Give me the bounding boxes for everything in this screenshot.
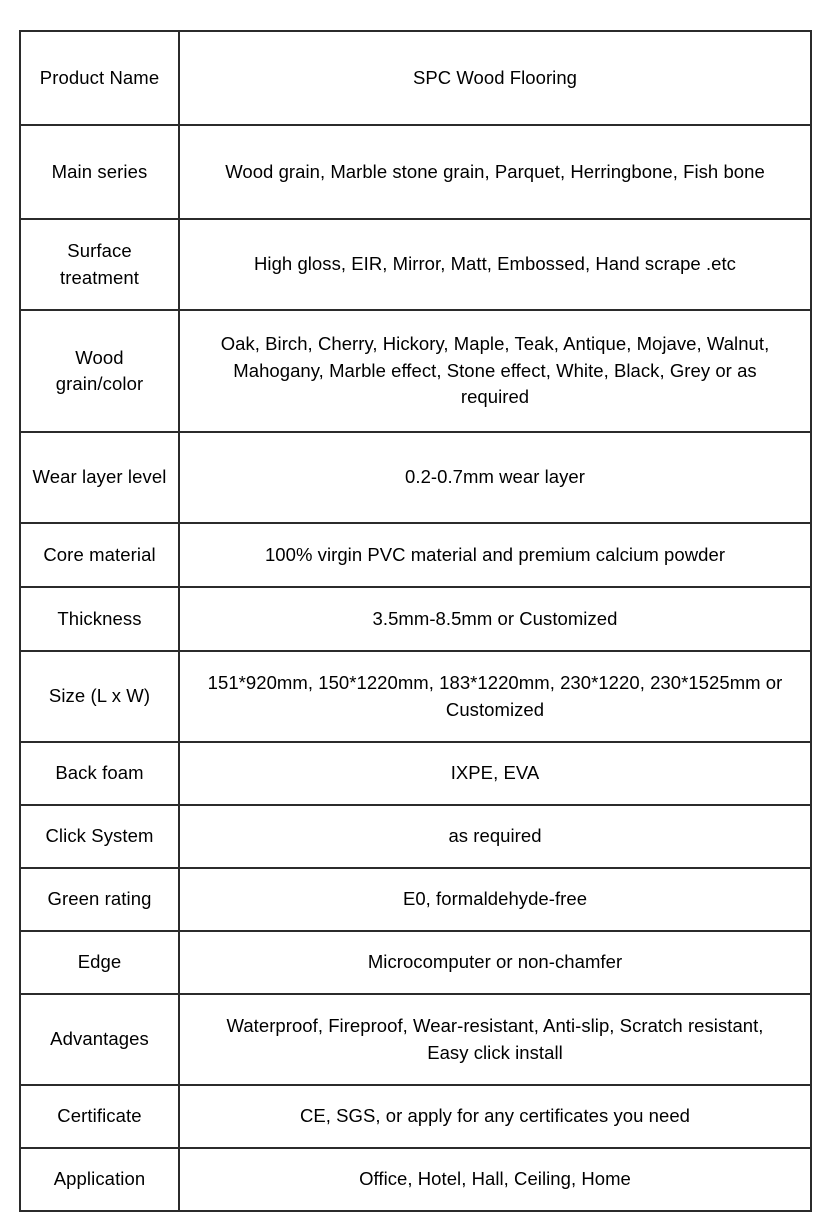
spec-value-application: Office, Hotel, Hall, Ceiling, Home [179, 1148, 811, 1211]
table-row [20, 868, 811, 931]
spec-label-advantages: Advantages [20, 994, 179, 1085]
spec-value-click-system: as required [179, 805, 811, 868]
spec-label-application: Application [20, 1148, 179, 1211]
spec-table-body [20, 31, 811, 1211]
spec-value-certificate: CE, SGS, or apply for any certificates you need [179, 1085, 811, 1148]
spec-value-edge: Microcomputer or non-chamfer [179, 931, 811, 994]
spec-value-core-material: 100% virgin PVC material and premium calcium powder [179, 523, 811, 587]
spec-value-product-name: SPC Wood Flooring [179, 31, 811, 125]
spec-value-size: 151*920mm, 150*1220mm, 183*1220mm, 230*1220, 230*1525mm or Customized [179, 651, 811, 742]
spec-label-core-material: Core material [20, 523, 179, 587]
table-row [20, 587, 811, 651]
spec-value-wear-layer-level: 0.2-0.7mm wear layer [179, 432, 811, 523]
table-row [20, 523, 811, 587]
spec-label-edge: Edge [20, 931, 179, 994]
table-row [20, 31, 811, 125]
spec-value-advantages: Waterproof, Fireproof, Wear-resistant, Anti-slip, Scratch resistant, Easy click install [179, 994, 811, 1085]
spec-value-thickness: 3.5mm-8.5mm or Customized [179, 587, 811, 651]
table-row [20, 994, 811, 1085]
spec-label-surface-treatment: Surface treatment [20, 219, 179, 310]
spec-value-wood-grain-color: Oak, Birch, Cherry, Hickory, Maple, Teak, Antique, Mojave, Walnut, Mahogany, Marble effect, Stone effect, White, Black, Grey or as required [179, 310, 811, 432]
spec-label-click-system: Click System [20, 805, 179, 868]
table-row [20, 931, 811, 994]
spec-label-product-name: Product Name [20, 31, 179, 125]
table-row [20, 742, 811, 805]
spec-value-surface-treatment: High gloss, EIR, Mirror, Matt, Embossed, Hand scrape .etc [179, 219, 811, 310]
product-spec-table [19, 30, 812, 1212]
spec-label-green-rating: Green rating [20, 868, 179, 931]
table-row [20, 219, 811, 310]
spec-value-main-series: Wood grain, Marble stone grain, Parquet, Herringbone, Fish bone [179, 125, 811, 219]
table-row [20, 651, 811, 742]
spec-label-size: Size (L x W) [20, 651, 179, 742]
spec-label-wear-layer-level: Wear layer level [20, 432, 179, 523]
spec-label-main-series: Main series [20, 125, 179, 219]
spec-label-thickness: Thickness [20, 587, 179, 651]
spec-value-back-foam: IXPE, EVA [179, 742, 811, 805]
table-row [20, 1148, 811, 1211]
table-row [20, 125, 811, 219]
spec-value-green-rating: E0, formaldehyde-free [179, 868, 811, 931]
spec-label-certificate: Certificate [20, 1085, 179, 1148]
spec-label-wood-grain-color: Wood grain/color [20, 310, 179, 432]
table-row [20, 1085, 811, 1148]
table-row [20, 432, 811, 523]
spec-label-back-foam: Back foam [20, 742, 179, 805]
table-row [20, 310, 811, 432]
table-row [20, 805, 811, 868]
